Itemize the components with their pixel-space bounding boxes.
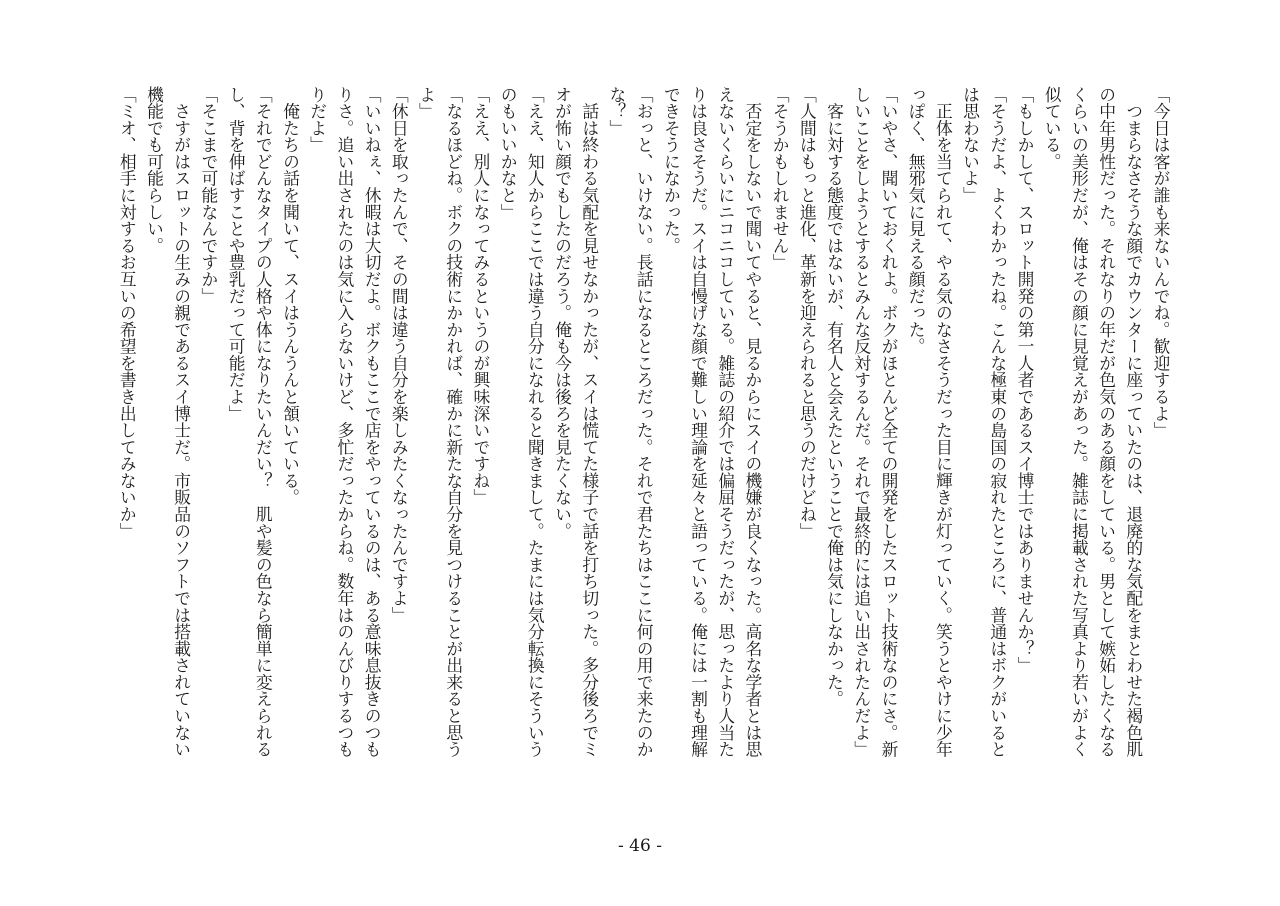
- text-line: 「いやさ、聞いておくれよ。ボクがほとんど全ての開発をしたスロット技術なのにさ。新: [878, 86, 899, 758]
- text-line: 否定をしないで聞いてやると、見るからにスイの機嫌が良くなった。高名な学者とは思: [742, 86, 763, 758]
- text-line: 「今日は客が誰も来ないんでね。歓迎するよ」: [1151, 86, 1171, 439]
- text-line: さすがはスロットの生みの親であるスイ博士だ。市販品のソフトでは搭載されていない: [171, 86, 192, 758]
- text-line: 俺たちの話を聞いて、スイはうんうんと頷いている。: [280, 86, 301, 506]
- text-line: 「いいねぇ、休暇は大切だよ。ボクもここで店をやっているのは、ある意味息抜きのつも: [362, 86, 383, 758]
- text-line: 「人間はもっと進化、革新を迎えられると思うのだけどね」: [797, 86, 818, 540]
- text-line: のもいいかなと」: [498, 86, 519, 221]
- body-text: [113, 86, 1174, 786]
- text-line: 「ええ、別人になってみるというのが興味深いですね」: [470, 86, 491, 506]
- text-line: 「ミオ、相手に対するお互いの希望を書き出してみないか」: [117, 86, 138, 540]
- text-line: できそうになかった。: [661, 86, 682, 254]
- text-line: 「おっと、いけない。長話になるところだった。それで君たちはここに何の用で来たのか: [634, 86, 655, 758]
- page-number: - 46 -: [618, 836, 662, 856]
- text-line: 客に対する態度ではないが、有名人と会えたということで俺は気にしなかった。: [824, 86, 845, 708]
- text-line: し、背を伸ばすことや豊乳だって可能だよ」: [226, 86, 247, 422]
- text-line: よ」: [416, 86, 437, 120]
- text-line: 似ている。: [1042, 86, 1063, 170]
- text-line: 「そうだよ、よくわかったね。こんな極東の島国の寂れたところに、普通はボクがいると: [987, 86, 1008, 758]
- text-line: しいことをしようとするとみんな反対するんだ。それで最終的には追い出されたんだよ」: [851, 86, 872, 758]
- text-line: っぽく、無邪気に見える顔だった。: [906, 86, 927, 355]
- text-line: えないくらいにニコニコしている。雑誌の紹介では偏屈そうだったが、思ったより人当た: [715, 86, 736, 758]
- text-line: 「なるほどね。ボクの技術にかかれば、確かに新たな自分を見つけることが出来ると思う: [443, 86, 464, 758]
- text-line: りは良さそうだ。スイは自慢げな顔で難しい理論を延々と語っている。俺には一割も理解: [688, 86, 709, 758]
- text-line: 「もしかして、スロット開発の第一人者であるスイ博士ではありませんか？」: [1014, 86, 1035, 674]
- text-line: つまらなさそうな顔でカウンターに座っていたのは、退廃的な気配をまとわせた褐色肌: [1123, 86, 1144, 758]
- text-line: くらいの美形だが、俺はその顔に見覚えがあった。雑誌に掲載された写真より若いがよく: [1069, 86, 1090, 758]
- text-line: 「そこまで可能なんですか」: [198, 86, 219, 305]
- text-line: りさ。追い出されたのは気に入らないけど、多忙だったからね。数年はのんびりするつも: [334, 86, 355, 758]
- text-line: 話は終わる気配を見せなかったが、スイは慌てた様子で話を打ち切った。多分後ろでミ: [579, 86, 600, 758]
- text-line: な？」: [606, 86, 627, 137]
- text-line: 「ええ、知人からここでは違う自分になれると聞きまして。たまには気分転換にそういう: [525, 86, 546, 758]
- text-line: 正体を当てられて、やる気のなさそうだった目に輝きが灯っていく。笑うとやけに少年: [933, 86, 954, 758]
- text-line: 「それでどんなタイプの人格や体になりたいんだい？ 肌や髪の色なら簡単に変えられる: [253, 86, 274, 758]
- text-line: りだよ」: [307, 86, 328, 154]
- text-line: の中年男性だった。それなりの年だが色気のある顔をしている。男として嫉妬したくなる: [1096, 86, 1117, 758]
- text-line: 「休日を取ったんで、その間は違う自分を楽しみたくなったんですよ」: [389, 86, 410, 624]
- text-line: 「そうかもしれません」: [770, 86, 791, 271]
- text-line: は思わないよ」: [960, 86, 981, 204]
- text-line: 機能でも可能らしい。: [144, 86, 165, 254]
- text-line: オが怖い顔でもしたのだろう。俺も今は後ろを見たくない。: [552, 86, 573, 540]
